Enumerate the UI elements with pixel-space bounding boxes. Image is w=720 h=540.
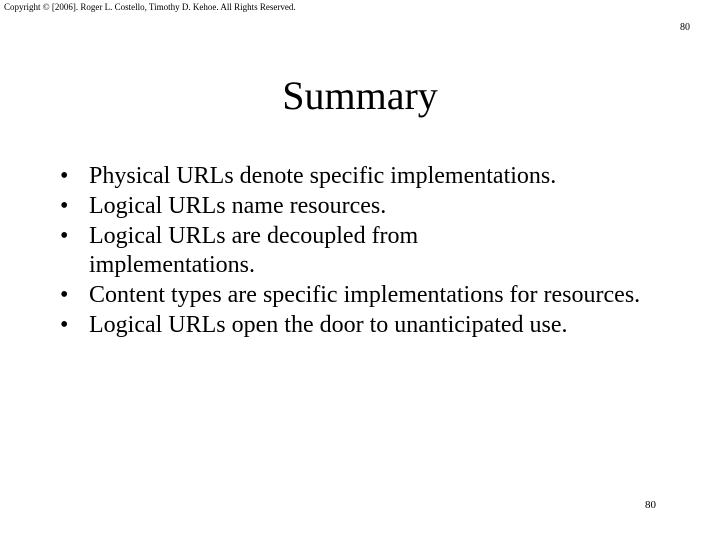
bullet-icon: • [60, 282, 69, 308]
bullet-item [60, 281, 649, 310]
bullet-item [60, 162, 700, 191]
bullet-item [60, 192, 700, 221]
bullet-text: Physical URLs denote specific implementations. [89, 163, 557, 189]
bullet-item [60, 222, 489, 280]
bullet-icon: • [60, 163, 69, 189]
bullet-text: Logical URLs are decoupled from implementations. [89, 223, 419, 278]
page-number-bottom: 80 [645, 499, 656, 511]
bullet-item [60, 311, 700, 340]
bullet-text: Logical URLs open the door to unanticipated use. [89, 312, 568, 338]
page-number-top: 80 [680, 22, 690, 33]
bullet-list [60, 162, 700, 341]
bullet-text: Logical URLs name resources. [89, 193, 387, 219]
bullet-icon: • [60, 193, 69, 219]
bullet-icon: • [60, 223, 69, 249]
copyright-notice: Copyright © [2006]. Roger L. Costello, Timothy D. Kehoe. All Rights Reserved. [4, 2, 296, 12]
bullet-text: Content types are specific implementations for resources. [89, 282, 641, 308]
slide-title: Summary [282, 73, 438, 118]
bullet-icon: • [60, 312, 69, 338]
